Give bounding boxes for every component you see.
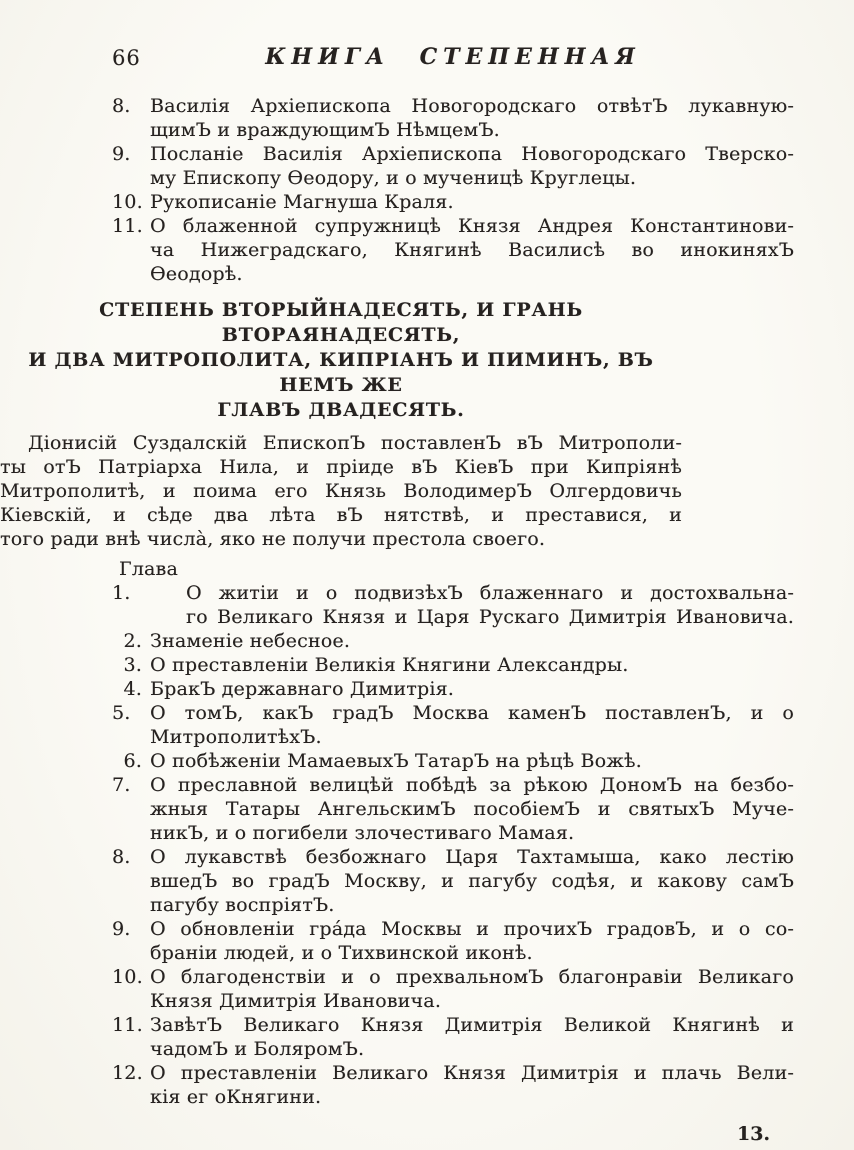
item-text: БракЪ державнаго Димитрія. (150, 678, 455, 700)
item-text: Рукописаніе Магнуша Краля. (150, 191, 454, 213)
text-line (112, 845, 794, 869)
item-text: О томЪ, какЪ градЪ Москва каменЪ поставленЪ, и о (150, 702, 794, 724)
text-line: щимЪ и враждующимЪ НѣмцемЪ. (150, 119, 500, 141)
text-line (112, 190, 794, 214)
toc-item-9 (112, 142, 794, 190)
item-text: О преславной велицѣй побѣдѣ за рѣкою ДономЪ на безбо- (150, 774, 794, 796)
text-line (112, 557, 794, 605)
item-number: 9. (112, 143, 131, 165)
text-line (112, 214, 794, 238)
chapter-item-8 (112, 845, 794, 917)
item-text: Знаменіе небесное. (150, 630, 351, 652)
text-line: Митрополитѣ, и поима его Князь ВолодимерЪ Олгердовичь (0, 480, 682, 502)
text-line: ты отЪ Патріарха Нила, и пріиде вЪ КіевЪ при Кипріянѣ (0, 456, 682, 478)
item-text: О преставленіи Великаго Князя Димитрія и плачь Вели- (150, 1062, 794, 1084)
text-line (123, 629, 794, 653)
text-line: пагубу воспріятЪ. (150, 894, 335, 916)
item-number: 10. (112, 966, 143, 988)
chapter-item-3 (112, 653, 794, 677)
item-number: 6. (123, 750, 142, 772)
item-text: О обновленіи гра́да Москвы и прочихЪ градовЪ, и о со- (150, 918, 794, 940)
heading-line: И ДВА МИТРОПОЛИТА, КИПРІАНЪ И ПИМИНЪ, ВЪ НЕМЪ ЖЕ (28, 349, 654, 396)
item-text: О лукавствѣ безбожнаго Царя Тахтамыша, како лестію (150, 846, 794, 868)
text-line: го Великаго Князя и Царя Рускаго Димитрія Ивановича. (186, 606, 794, 628)
item-number: 5. (112, 702, 131, 724)
item-number: 2. (123, 630, 142, 652)
text-line (112, 701, 794, 725)
chapter-item-7 (112, 773, 794, 845)
intro-paragraph (0, 431, 682, 551)
running-title: КНИГА СТЕПЕННАЯ (265, 44, 641, 70)
text-line (112, 1013, 794, 1037)
chapter-item-9 (112, 917, 794, 965)
heading-line: СТЕПЕНЬ ВТОРЫЙНАДЕСЯТЬ, И ГРАНЬ ВТОРАЯНАДЕСЯТЬ, (99, 299, 583, 346)
item-text: Василія Архіепископа Новогородскаго отвѣтЪ лукавную- (150, 95, 794, 117)
text-line: Князя Димитрія Ивановича. (150, 990, 442, 1012)
chapter-item-4 (112, 677, 794, 701)
text-line: чадомЪ и БоляромЪ. (150, 1038, 365, 1060)
item-text: О житіи и о подвизѣхЪ блаженнаго и достохвальна- (186, 582, 794, 604)
toc-item-8 (112, 94, 794, 142)
item-number: 11. (112, 215, 143, 237)
text-line (112, 965, 794, 989)
chapter-item-11 (112, 1013, 794, 1061)
item-number: 8. (112, 846, 131, 868)
text-line: МитрополитѣхЪ. (150, 726, 322, 748)
toc-list (112, 94, 794, 286)
text-line (123, 749, 794, 773)
chapter-item-12 (112, 1061, 794, 1109)
text-line (112, 94, 794, 118)
text-line (112, 142, 794, 166)
catchword-row (112, 1123, 794, 1145)
item-number: 8. (112, 95, 131, 117)
toc-item-11 (112, 214, 794, 286)
text-line: браніи людей, и о Тихвинской иконѣ. (150, 942, 533, 964)
item-text: О блаженной супружницѣ Князя Андрея Константинови- (150, 215, 794, 237)
text-line: никЪ, и о погибели злочестиваго Мамая. (150, 822, 575, 844)
item-text: О побѣженіи МамаевыхЪ ТатарЪ на рѣцѣ Вожѣ. (150, 750, 642, 772)
catchword: 13. (736, 1123, 770, 1145)
text-line: Кіевскій, и сѣде два лѣта вЪ нятствѣ, и преставися, и (0, 504, 682, 526)
chapter-item-10 (112, 965, 794, 1013)
item-number: 4. (123, 678, 142, 700)
item-number: 11. (112, 1014, 143, 1036)
heading-line: ГЛАВЪ ДВАДЕСЯТЬ. (217, 399, 465, 421)
text-line: му Епископу Ѳеодору, и о мученицѣ Круглецы. (150, 167, 637, 189)
text-line: Діонисій Суздалскій ЕпископЪ поставленЪ вЪ Митрополи- (28, 432, 682, 454)
chapter-item-1 (112, 557, 794, 629)
item-text: О преставленіи Великія Княгини Александры. (150, 654, 629, 676)
item-number: 10. (112, 191, 143, 213)
toc-item-10 (112, 190, 794, 214)
text-line: ча Нижеградскаго, Княгинѣ Василисѣ во инокиняхЪ (150, 239, 794, 261)
chapter-item-2 (112, 629, 794, 653)
text-line: кія ег оКнягини. (150, 1086, 322, 1108)
text-line (112, 917, 794, 941)
text-line: жныя Татары АнгельскимЪ пособіемЪ и святыхЪ Муче- (150, 798, 794, 820)
item-number: 7. (112, 774, 131, 796)
text-line: вшедЪ во градЪ Москву, и пагубу содѣя, и какову самЪ (150, 870, 794, 892)
chapter-item-6 (112, 749, 794, 773)
text-line (123, 677, 794, 701)
page-number: 66 (112, 46, 141, 70)
section-heading (0, 298, 682, 423)
item-text: ЗавѣтЪ Великаго Князя Димитрія Великой Княгинѣ и (150, 1014, 794, 1036)
text-line (112, 1061, 794, 1085)
item-number: 9. (112, 918, 131, 940)
item-text: О благоденствіи и о прехвальномЪ благонравіи Великаго (150, 966, 794, 988)
text-line (123, 653, 794, 677)
chapter-item-5 (112, 701, 794, 749)
chapter-list (112, 557, 794, 1109)
item-number: 3. (123, 654, 142, 676)
text-line (112, 773, 794, 797)
text-line: Ѳеодорѣ. (150, 263, 243, 285)
item-text: Посланіе Василія Архіепископа Новогородскаго Тверско- (150, 143, 794, 165)
item-number: Глава 1. (112, 558, 178, 604)
page-header (112, 46, 794, 76)
item-number: 12. (112, 1062, 143, 1084)
text-line: того ради внѣ числа̀, яко не получи престола своего. (0, 528, 546, 550)
